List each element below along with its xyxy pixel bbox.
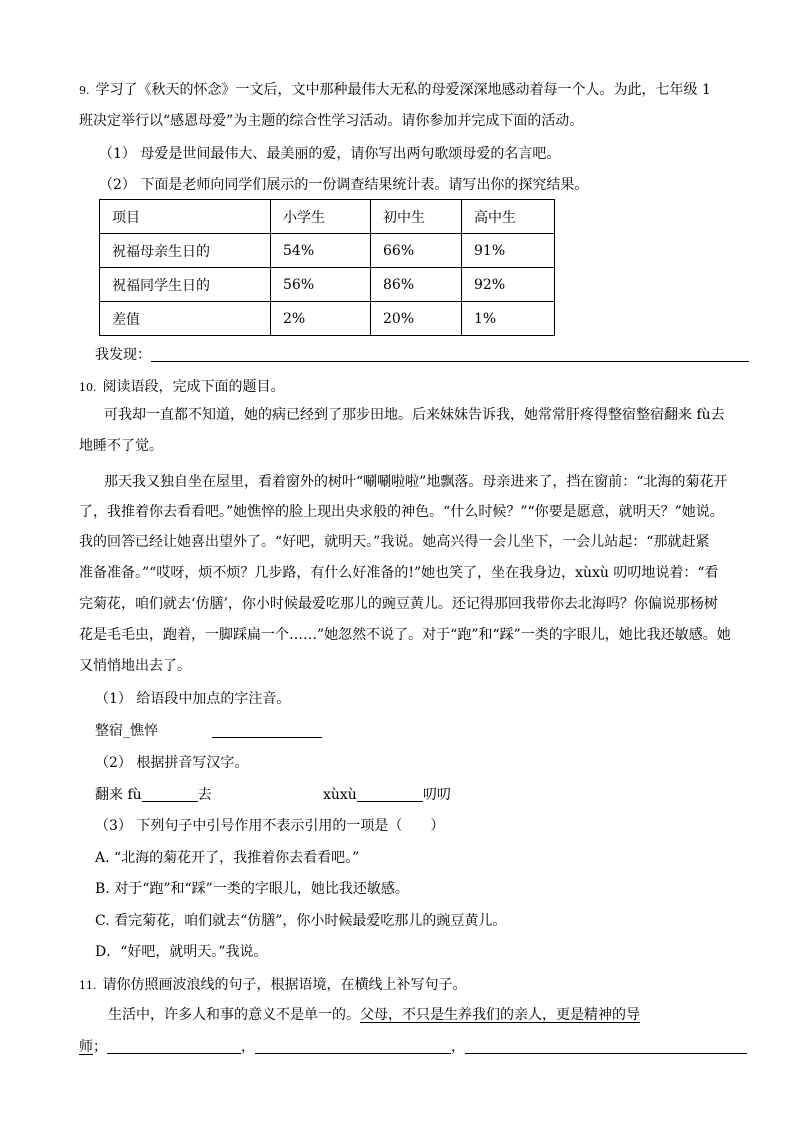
passage-p2-line7: 又悄悄地出去了。 — [79, 658, 191, 674]
table-cell: 祝福同学生日的 — [100, 268, 271, 302]
q10-sub2-b — [323, 786, 451, 804]
q11-answer-line-1[interactable] — [107, 1039, 241, 1054]
q11-answer-line-3[interactable] — [465, 1039, 747, 1054]
q9-number: 9. — [79, 84, 90, 97]
table-cell: 2% — [271, 302, 371, 336]
q11-wavy-sentence: 父母，不只是生养我们的亲人，更是精神的导 — [360, 1007, 640, 1023]
q11-sep1: ； — [93, 1039, 107, 1055]
q10-sub2-a — [95, 786, 212, 804]
table-cell: 祝福母亲生日的 — [100, 234, 271, 268]
q10-sub2: （2） 根据拼音写汉字。 — [95, 755, 249, 771]
q10-sub3: （3） 下列句子中引号作用不表示引用的一项是（ ） — [95, 818, 445, 834]
table-cell: 66% — [371, 234, 462, 268]
option-b[interactable]: B. 对于“跑”和“踩”一类的字眼儿，她比我还敏感。 — [95, 881, 409, 897]
pinyin-b-end: 叨叨 — [422, 787, 451, 803]
passage-p2-line5: 完菊花，咱们就去‘仿膳’，你小时候最爱吃那儿的豌豆黄儿。还记得那回我带你去北海吗？你偏说那杨树 — [79, 596, 718, 612]
table-cell: 20% — [371, 302, 462, 336]
q10-number: 10. — [79, 381, 97, 394]
pinyin-b: xùxù — [323, 787, 357, 803]
q9-line1 — [79, 81, 711, 100]
table-cell: 56% — [271, 268, 371, 302]
table-header-row — [100, 200, 555, 234]
q11-answer-line-2[interactable] — [255, 1039, 451, 1054]
table-header-cell: 项目 — [100, 200, 271, 234]
passage-p1-line2: 地睡不了觉。 — [79, 438, 163, 454]
q10-sub1-answer — [95, 722, 322, 740]
q10-intro-line — [79, 378, 285, 397]
q11-sep2: ， — [241, 1039, 255, 1055]
table-header-cell: 初中生 — [371, 200, 462, 234]
hanzi-answer-line-a[interactable] — [142, 787, 198, 802]
table-row — [100, 302, 555, 336]
passage-p2-line2: 了，我推着你去看看吧。”她憔悴的脸上现出央求般的神色。“什么时候？”“你要是愿意，就明天？”她说。 — [79, 504, 724, 520]
q11-intro: 请你仿照画波浪线的句子，根据语境，在横线上补写句子。 — [102, 977, 467, 993]
table-cell: 1% — [462, 302, 555, 336]
q11-wavy-end: 师 — [79, 1039, 93, 1055]
table-cell: 86% — [371, 268, 462, 302]
passage-p2-line6: 花是毛毛虫，跑着，一脚踩扁一个……”她忽然不说了。对于“跑”和“踩”一类的字眼儿，她比我还敏感。她 — [79, 627, 731, 643]
q11-sep3: ， — [451, 1039, 465, 1055]
finding-answer-line[interactable] — [151, 347, 749, 362]
table-row — [100, 234, 555, 268]
pinyin-words: 整宿_憔悴 — [95, 723, 158, 739]
option-c[interactable]: C. 看完菊花，咱们就去“仿膳”，你小时候最爱吃那儿的豌豆黄儿。 — [95, 913, 507, 929]
q9-text-2: 班决定举行以“感恩母爱”为主题的综合性学习活动。请你参加并完成下面的活动。 — [79, 113, 584, 129]
q9-sub1: （1） 母爱是世间最伟大、最美丽的爱，请你写出两句歌颂母爱的名言吧。 — [99, 146, 561, 162]
q10-sub1: （1） 给语段中加点的字注音。 — [95, 691, 291, 707]
table-header-cell: 小学生 — [271, 200, 371, 234]
q9-finding — [95, 346, 749, 364]
pinyin-a: 翻来 fù — [95, 787, 142, 803]
q11-intro-line — [79, 976, 467, 995]
q9-text-1: 学习了《秋天的怀念》一文后，文中那种最伟大无私的母爱深深地感动着每一个人。为此，七年级 1 — [95, 82, 711, 98]
table-cell: 92% — [462, 268, 555, 302]
table-row — [100, 268, 555, 302]
passage-p2-line3: 我的回答已经让她喜出望外了。“好吧，就明天。”我说。她高兴得一会儿坐下，一会儿站起：“那就赶紧 — [79, 534, 710, 550]
q11-context-line1 — [108, 1006, 640, 1024]
survey-table — [99, 199, 555, 336]
hanzi-answer-line-b[interactable] — [357, 787, 423, 802]
option-a[interactable]: A. “北海的菊花开了，我推着你去看看吧。” — [95, 850, 360, 866]
passage-p2-line4: 准备准备。”“哎呀，烦不烦？几步路，有什么好准备的!”她也笑了，坐在我身边，xùxù 叨叨地说着：“看 — [79, 565, 719, 581]
table-cell: 差值 — [100, 302, 271, 336]
finding-label: 我发现： — [95, 347, 151, 363]
option-d[interactable]: D．“好吧，就明天。”我说。 — [95, 944, 268, 960]
q11-context-plain: 生活中，许多人和事的意义不是单一的。 — [108, 1007, 360, 1023]
passage-p1-line1: 可我却一直都不知道，她的病已经到了那步田地。后来妹妹告诉我，她常常肝疼得整宿整宿翻来 fù去 — [104, 407, 725, 423]
q11-context-line2 — [79, 1038, 747, 1056]
q11-number: 11. — [79, 979, 97, 992]
table-cell: 91% — [462, 234, 555, 268]
q9-sub2: （2） 下面是老师向同学们展示的一份调查结果统计表。请写出你的探究结果。 — [99, 177, 589, 193]
passage-p2-line1: 那天我又独自坐在屋里，看着窗外的树叶“唰唰啦啦”地飘落。母亲进来了，挡在窗前：“北海的菊花开 — [104, 474, 728, 490]
table-cell: 54% — [271, 234, 371, 268]
pinyin-answer-line[interactable] — [212, 723, 322, 738]
pinyin-a-end: 去 — [197, 787, 212, 803]
q10-intro: 阅读语段，完成下面的题目。 — [102, 379, 285, 395]
table-header-cell: 高中生 — [462, 200, 555, 234]
